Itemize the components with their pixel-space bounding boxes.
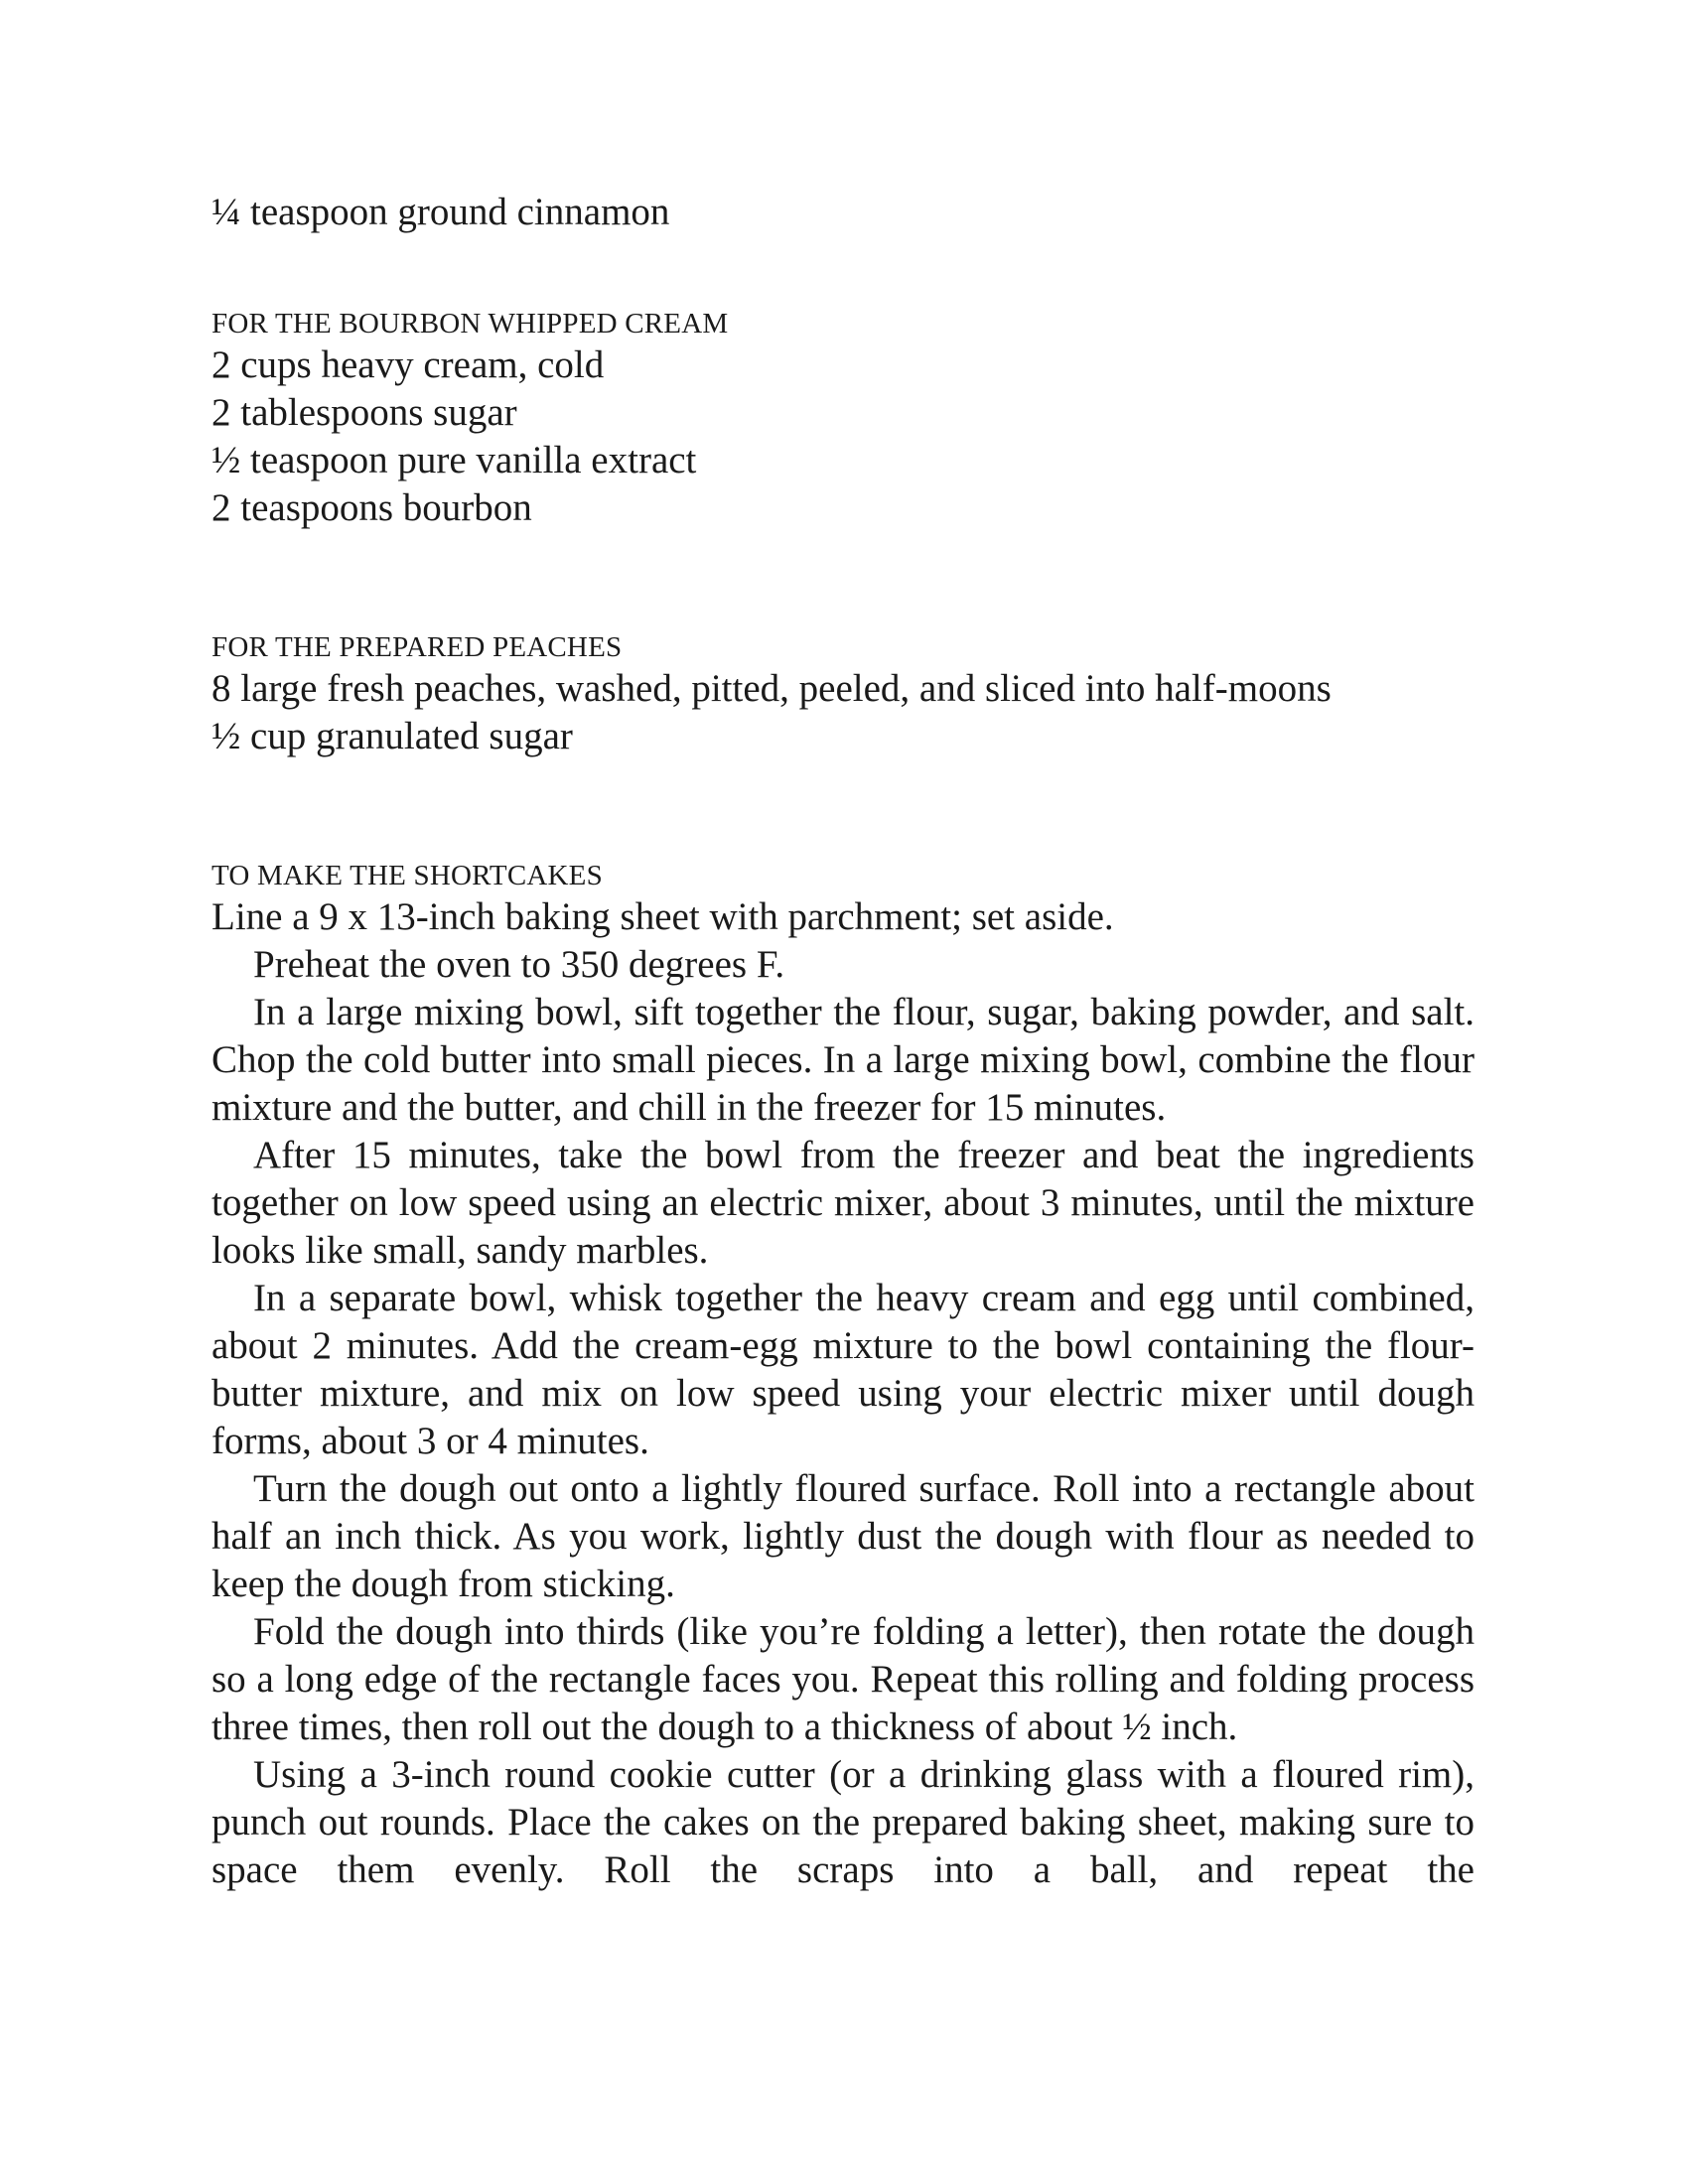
instruction-paragraph: In a separate bowl, whisk together the heavy cream and egg until combined, about 2 minutes. Add the cream-egg mixture to the bowl containing the flour-butter mixture, and mix on low speed using your electric mixer until dough forms, about 3 or 4 minutes. [211,1277,1475,1462]
ingredient-line: 2 cups heavy cream, cold [211,343,605,386]
ingredient-line: ¼ teaspoon ground cinnamon [211,191,670,233]
instruction-paragraph: Line a 9 x 13-inch baking sheet with parchment; set aside. [211,895,1114,938]
ingredient-line: 2 tablespoons sugar [211,391,517,434]
recipe-page [211,189,1475,1894]
ingredient-line: ½ cup granulated sugar [211,715,573,757]
section-heading-peaches: FOR THE PREPARED PEACHES [211,631,623,663]
instruction-paragraph: In a large mixing bowl, sift together the flour, sugar, baking powder, and salt. Chop the cold butter into small pieces. In a large mixing bowl, combine the flour mixture and the butter, and chill in the freezer for 15 minutes. [211,991,1475,1129]
whipped-cream-ingredients [211,341,1475,532]
instruction-paragraph: After 15 minutes, take the bowl from the freezer and beat the ingredients together on low speed using an electric mixer, about 3 minutes, until the mixture looks like small, sandy marbles. [211,1134,1475,1272]
section-heading-whipped-cream: FOR THE BOURBON WHIPPED CREAM [211,308,729,340]
ingredient-line: ½ teaspoon pure vanilla extract [211,439,697,481]
ingredient-line: 2 teaspoons bourbon [211,486,532,529]
peaches-ingredients [211,665,1475,760]
ingredient-line: 8 large fresh peaches, washed, pitted, peeled, and sliced into half-moons [211,667,1332,710]
instruction-paragraph: Fold the dough into thirds (like you’re folding a letter), then rotate the dough so a long edge of the rectangle faces you. Repeat this rolling and folding process three times, then roll out the dough to a thickness of about ½ inch. [211,1610,1475,1748]
instruction-paragraph: Using a 3-inch round cookie cutter (or a drinking glass with a floured rim), punch out rounds. Place the cakes on the prepared baking sheet, making sure to space them evenly. Roll the scraps into a ball, and repeat the [211,1753,1475,1891]
instruction-paragraph: Turn the dough out onto a lightly floured surface. Roll into a rectangle about half an inch thick. As you work, lightly dust the dough with flour as needed to keep the dough from sticking. [211,1467,1475,1605]
section-heading-shortcakes: TO MAKE THE SHORTCAKES [211,860,603,891]
instruction-paragraph: Preheat the oven to 350 degrees F. [253,943,785,986]
shortcake-instructions [211,893,1475,1894]
